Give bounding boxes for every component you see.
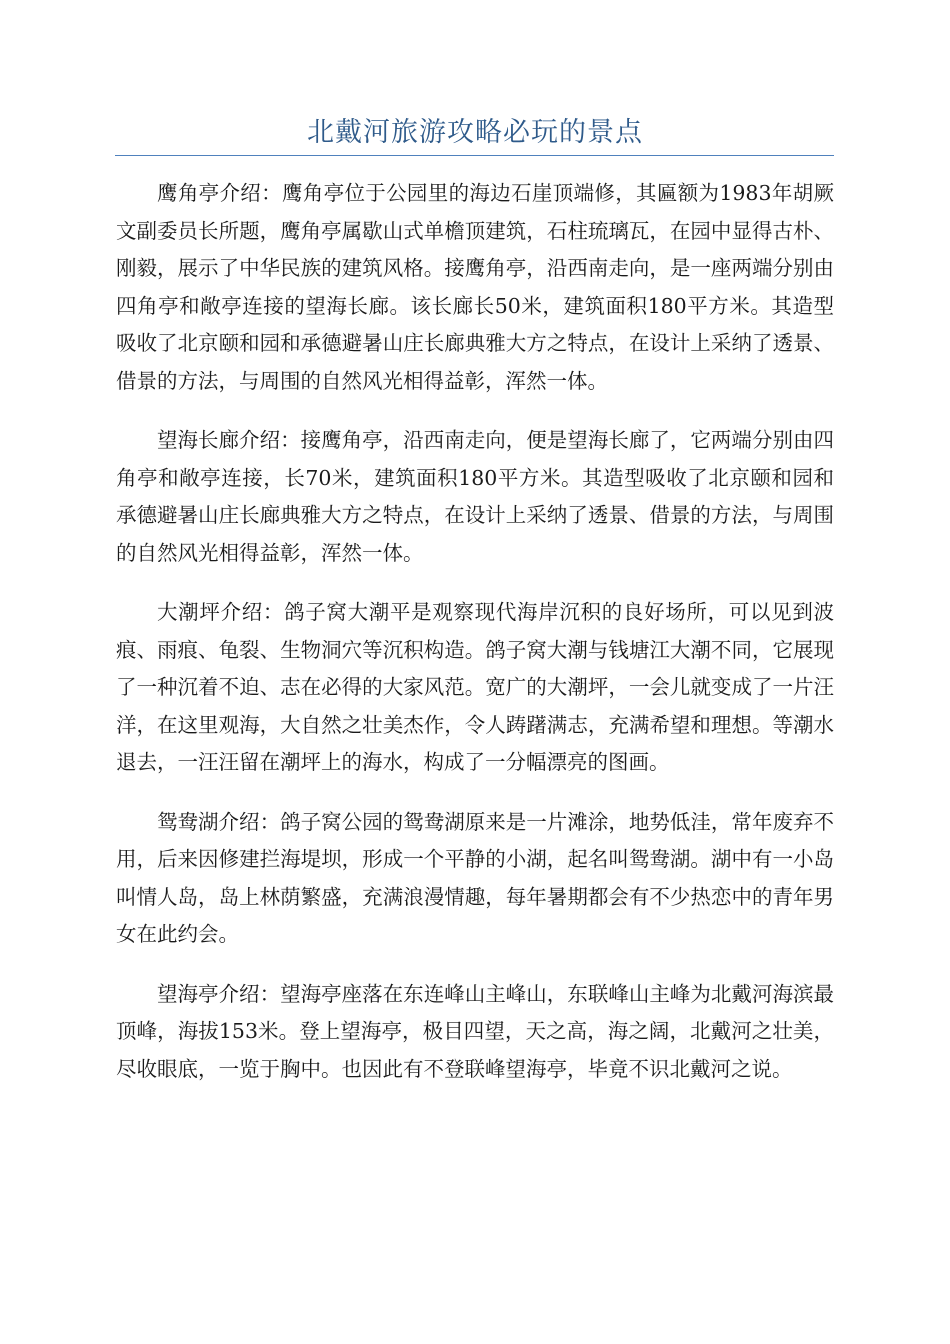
paragraph-tidal-flat: 大潮坪介绍：鸽子窝大潮平是观察现代海岸沉积的良好场所，可以见到波痕、雨痕、龟裂、生物洞穴等沉积构造。鸽子窝大潮与钱塘江大潮不同，它展现了一种沉着不迫、志在必得的大家风范。宽广的大潮坪，一会儿就变成了一片汪洋，在这里观海，大自然之壮美杰作，令人踌躇满志，充满希望和理想。等潮水退去，一汪汪留在潮坪上的海水，构成了一分幅漂亮的图画。: [116, 600, 834, 774]
document-title: 北戴河旅游攻略必玩的景点: [307, 117, 643, 148]
paragraph-eagle-pavilion: 鹰角亭介绍：鹰角亭位于公园里的海边石崖顶端修，其匾额为1983年胡厥文副委员长所题，鹰角亭属歇山式单檐顶建筑，石柱琉璃瓦，在园中显得古朴、刚毅，展示了中华民族的建筑风格。接鹰角亭，沿西南走向，是一座两端分别由四角亭和敞亭连接的望海长廊。该长廊长50米，建筑面积180平方米。其造型吸收了北京颐和园和承德避暑山庄长廊典雅大方之特点，在设计上采纳了透景、借景的方法，与周围的自然风光相得益彰，浑然一体。: [116, 181, 834, 393]
document-body: [116, 175, 834, 1110]
paragraph-sea-view-pavilion: 望海亭介绍：望海亭座落在东连峰山主峰山，东联峰山主峰为北戴河海滨最顶峰，海拔153米。登上望海亭，极目四望，天之高，海之阔，北戴河之壮美，尽收眼底，一览于胸中。也因此有不登联峰望海亭，毕竟不识北戴河之说。: [116, 981, 834, 1081]
title-underline: [115, 155, 834, 156]
paragraph-sea-view-corridor: 望海长廊介绍：接鹰角亭，沿西南走向，便是望海长廊了，它两端分别由四角亭和敞亭连接，长70米，建筑面积180平方米。其造型吸收了北京颐和园和承德避暑山庄长廊典雅大方之特点，在设计上采纳了透景、借景的方法，与周围的自然风光相得益彰，浑然一体。: [116, 428, 834, 565]
paragraph-mandarin-duck-lake: 鸳鸯湖介绍：鸽子窝公园的鸳鸯湖原来是一片滩涂，地势低洼，常年废弃不用，后来因修建拦海堤坝，形成一个平静的小湖，起名叫鸳鸯湖。湖中有一小岛叫情人岛，岛上林荫繁盛，充满浪漫情趣，每年暑期都会有不少热恋中的青年男女在此约会。: [116, 809, 834, 946]
